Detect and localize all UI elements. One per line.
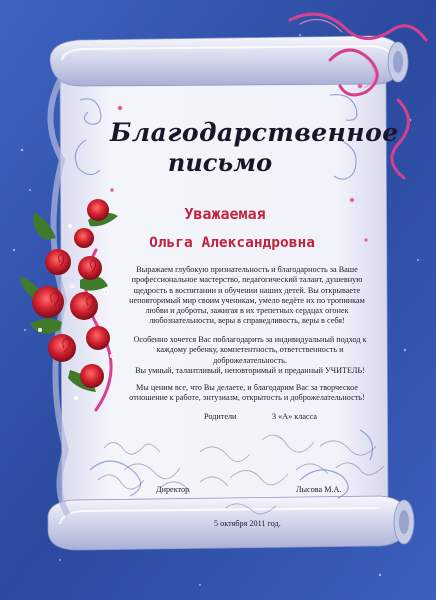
paragraph-appreciation: Мы ценим все, что Вы делаете, и благодарим Вас за творческое отношение к работе, энтузиазм, открытость и доброжелательность! bbox=[129, 383, 365, 403]
certificate-title-line1: Благодарственное bbox=[110, 118, 399, 147]
salutation: Уважаемая bbox=[184, 205, 266, 223]
recipient-name: Ольга Александровна bbox=[149, 235, 315, 251]
director-name: Лысова М.А. bbox=[296, 485, 342, 494]
paragraph-gratitude: Выражаем глубокую признательность и благодарность за Ваше профессиональное мастерство, педагогический талант, душевную щедрость в воспитании и обучении наших детей. Вы открываете неповторимый мир своим ученикам, умело ведёте их по тропинкам любви и доброты, зажигая в их трепетных сердцах огонек любознательности, веры в справедливость, веры в себя! bbox=[129, 265, 365, 326]
paragraph-teacher: Вы умный, талантливый, неповторимый и преданный УЧИТЕЛЬ! bbox=[135, 366, 365, 375]
paragraph-individual-approach: Особенно хочется Вас поблагодарить за индивидуальный подход к каждому ребенку, компетентность, ответственность и доброжелательность. bbox=[133, 335, 367, 365]
certificate-title-line2: письмо bbox=[167, 148, 273, 177]
class-label: 3 «А» класса bbox=[272, 412, 317, 421]
scroll-top-roll bbox=[50, 36, 402, 86]
director-label: Директор bbox=[156, 485, 190, 494]
date: 5 октября 2011 год. bbox=[214, 519, 281, 528]
parents-label: Родители bbox=[204, 412, 237, 421]
